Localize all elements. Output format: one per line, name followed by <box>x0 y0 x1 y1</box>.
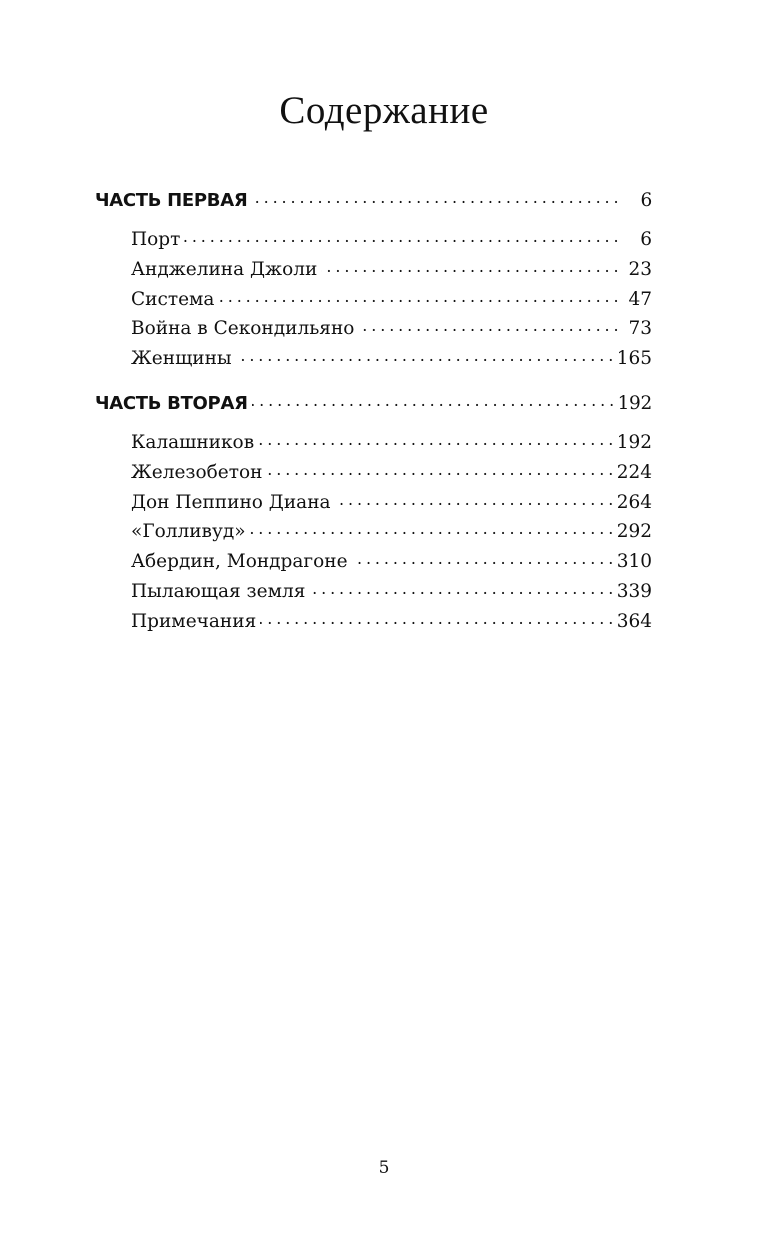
toc-entry-title: Женщины <box>131 348 232 370</box>
dot-leader <box>352 549 613 568</box>
dot-leader <box>251 188 618 206</box>
toc-part-title: ЧАСТЬ ВТОРАЯ <box>95 392 248 414</box>
toc-entry[interactable] <box>95 428 652 458</box>
toc-page-number: 192 <box>617 392 652 414</box>
dot-leader <box>250 519 613 538</box>
dot-leader <box>321 256 618 275</box>
toc-entry[interactable] <box>95 577 652 607</box>
page-number: 5 <box>378 1158 390 1178</box>
dot-leader <box>184 227 618 246</box>
toc-page-number: 310 <box>616 551 652 573</box>
dot-leader <box>236 346 613 365</box>
toc-page-number: 6 <box>640 229 652 250</box>
toc-page-number: 73 <box>628 318 652 340</box>
toc-entry[interactable] <box>95 285 652 315</box>
toc-entry[interactable] <box>95 547 652 577</box>
toc-entry-title: Абердин, Мондрагоне <box>131 551 348 573</box>
dot-leader <box>252 391 614 409</box>
toc-page-number: 224 <box>616 461 652 483</box>
dot-leader <box>258 429 613 448</box>
toc-entry[interactable] <box>95 255 652 285</box>
toc-entry-title: Примечания <box>131 610 257 632</box>
table-of-contents <box>95 183 652 637</box>
toc-part-title: ЧАСТЬ ПЕРВАЯ <box>95 190 248 211</box>
toc-entry[interactable] <box>95 225 652 255</box>
toc-entry-title: Война в Секондильяно <box>131 318 355 340</box>
toc-page-number: 165 <box>616 348 652 370</box>
toc-entry[interactable] <box>95 458 652 488</box>
toc-page-number: 339 <box>616 580 652 602</box>
toc-entry[interactable] <box>95 607 652 637</box>
toc-entry-title: Калашников <box>131 431 255 453</box>
toc-entry[interactable] <box>95 517 652 547</box>
toc-part-2[interactable] <box>95 386 652 422</box>
toc-entry-title: Порт <box>131 229 181 250</box>
dot-leader <box>358 316 618 335</box>
toc-entry[interactable] <box>95 344 652 374</box>
toc-entry-title: Система <box>131 288 215 310</box>
toc-page-number: 264 <box>616 491 652 513</box>
toc-page-number: 23 <box>628 258 652 280</box>
toc-page-number: 47 <box>628 288 652 310</box>
toc-entry-title: Дон Пеппино Диана <box>131 491 331 513</box>
toc-page-number: 192 <box>616 431 652 453</box>
toc-entry-title: Пылающая земля <box>131 580 306 602</box>
toc-page-number: 292 <box>616 521 652 543</box>
dot-leader <box>335 489 613 508</box>
toc-page-number: 6 <box>640 190 652 211</box>
dot-leader <box>218 286 618 305</box>
page-title: Содержание <box>279 89 489 132</box>
toc-entry[interactable] <box>95 488 652 518</box>
toc-entry-title: Анджелина Джоли <box>131 258 318 280</box>
toc-page-number: 364 <box>616 610 652 632</box>
toc-entry-title: «Голливуд» <box>131 521 246 543</box>
toc-entry[interactable] <box>95 314 652 344</box>
dot-leader <box>309 578 612 597</box>
dot-leader <box>266 459 612 478</box>
toc-entry-title: Железобетон <box>131 461 263 483</box>
toc-part-1[interactable] <box>95 183 652 219</box>
dot-leader <box>260 608 612 627</box>
